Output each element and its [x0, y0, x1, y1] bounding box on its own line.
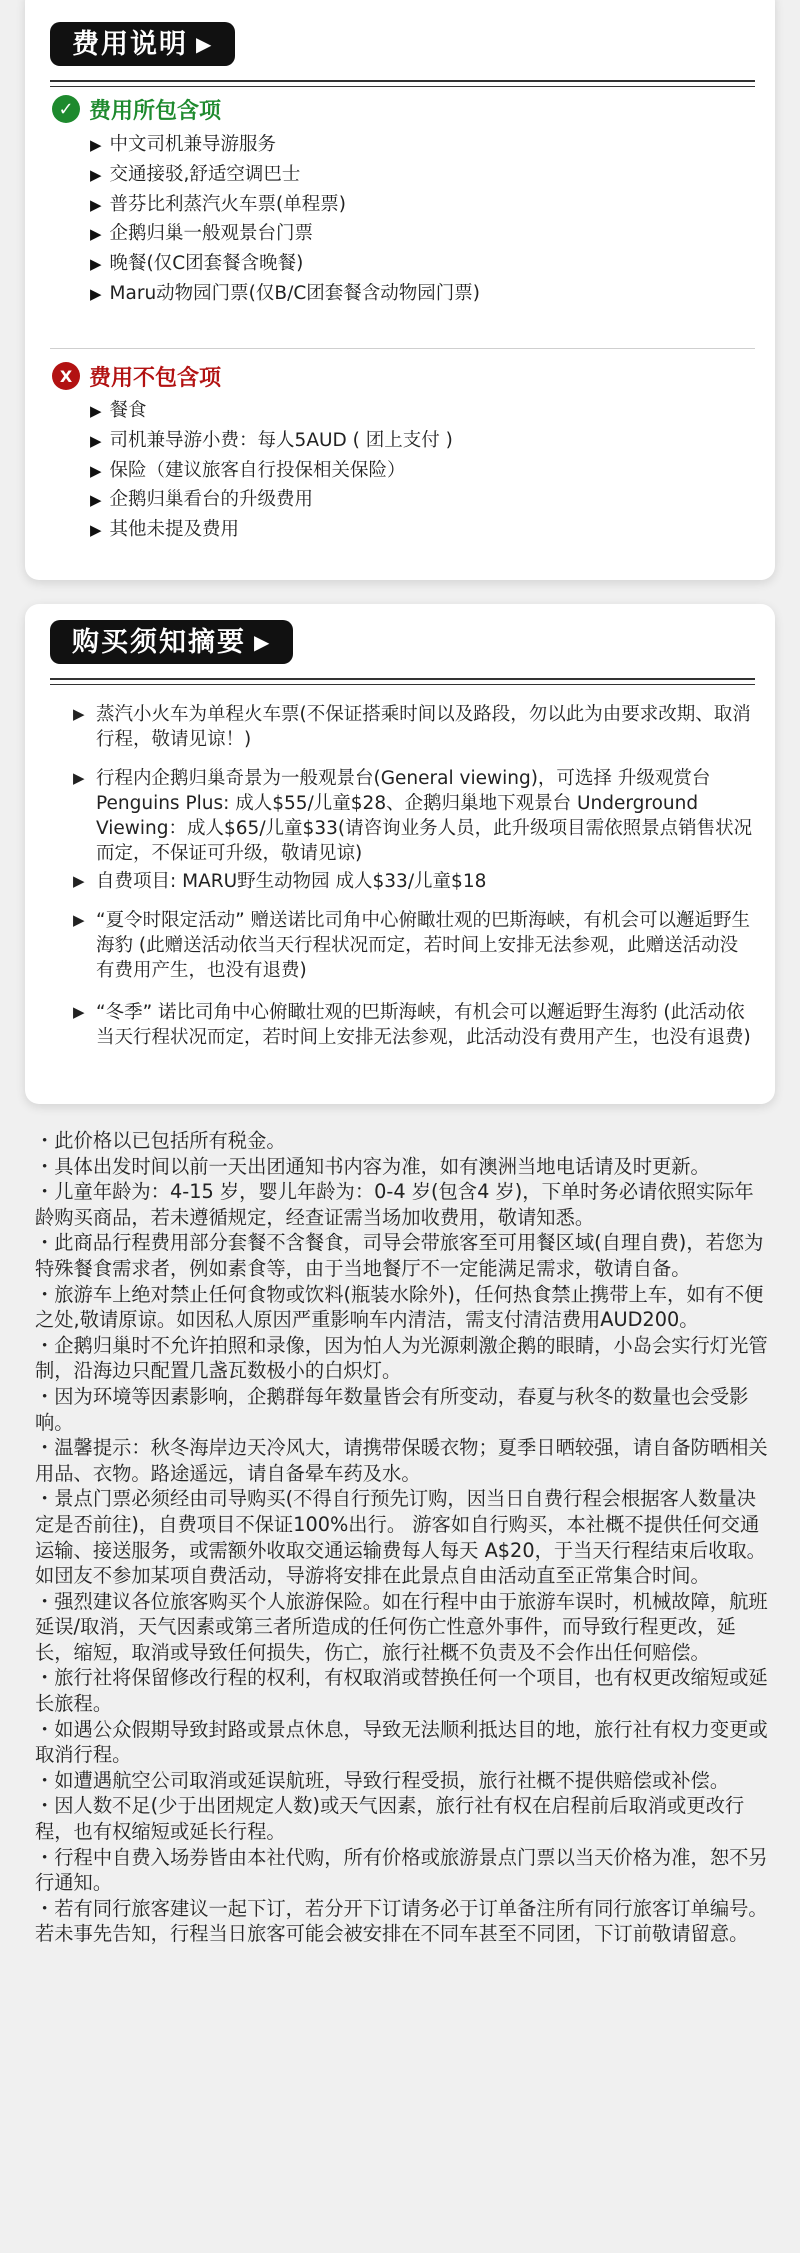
terms-paragraph: ・如遇公众假期导致封路或景点休息，导致无法顺利抵达目的地，旅行社有权力变更或取消行程。 [35, 1717, 768, 1767]
triangle-bullet-icon: ▶ [90, 402, 102, 420]
notice-item: ▶ 蒸汽小火车为单程火车票(不保证搭乘时间以及路段，勿以此为由要求改期、取消行程，敬请见谅！) [73, 704, 751, 750]
fee-section-title [50, 22, 235, 66]
excluded-list [90, 396, 453, 545]
terms-paragraph: ・因为环境等因素影响，企鹅群每年数量皆会有所变动，春夏与秋冬的数量也会受影响。 [35, 1384, 749, 1434]
terms-paragraph: ・温馨提示：秋冬海岸边天冷风大，请携带保暖衣物；夏季日晒较强，请自备防晒相关用品、衣物。路途遥远，请自备晕车药及水。 [35, 1436, 768, 1485]
list-item: ▶ 交通接驳,舒适空调巴士 [90, 163, 301, 185]
check-circle-icon: ✓ [52, 95, 80, 123]
excluded-heading-text: 费用不包含项 [89, 365, 222, 391]
fee-description-card [25, 0, 775, 580]
play-arrow-icon: ▶ [196, 32, 214, 56]
list-item: ▶ 企鹅归巢看台的升级费用 [90, 489, 314, 511]
list-item: ▶ 企鹅归巢一般观景台门票 [90, 223, 314, 245]
excluded-heading [52, 360, 221, 392]
triangle-bullet-icon: ▶ [90, 284, 102, 303]
terms-paragraph: ・景点门票必须经由司导购买(不得自行预先订购，因当日自费行程会根据客人数量决定是否前往)，自费项目不保证100%出行。 游客如自行购买，本社概不提供任何交通运输、接送服务，或需额外收取交通运输费每人每天 A$20，于当天行程结束后收取。如団友不参加某项自费活动，导游将安排在此景点自由活动直至正常集合时间。 [35, 1487, 766, 1588]
included-heading-text: 费用所包含项 [89, 98, 222, 124]
notice-item: ▶ 自费项目: MARU野生动物园 成人$33/儿童$18 [73, 871, 487, 892]
triangle-bullet-icon: ▶ [73, 705, 85, 723]
terms-paragraph: ・因人数不足(少于出团规定人数)或天气因素，旅行社有权在启程前后取消或更改行程，也有权缩短或延长行程。 [35, 1794, 745, 1844]
terms-paragraph: ・强烈建议各位旅客购买个人旅游保险。如在行程中由于旅游车误时，机械故障，航班延误/取消，天气因素或第三者所造成的任何伤亡性意外事件，而导致行程更改，延长，缩短，取消或导致任何损失，伤亡，旅行社概不负责及不会作出任何赔偿。 [35, 1589, 768, 1664]
notice-section-title [50, 620, 293, 664]
triangle-bullet-icon: ▶ [90, 521, 102, 540]
section-divider [50, 678, 755, 685]
list-item: ▶ 中文司机兼导游服务 [90, 134, 277, 155]
triangle-bullet-icon: ▶ [73, 911, 85, 929]
list-item: ▶ 保险（建议旅客自行投保相关保险） [90, 459, 406, 481]
terms-paragraph: ・若有同行旅客建议一起下订，若分开下订请务必于订单备注所有同行旅客订单编号。若未事先告知，行程当日旅客可能会被安排在不同车甚至不同团，下订前敬请留意。 [35, 1896, 768, 1946]
list-item: ▶ 餐食 [90, 400, 147, 421]
terms-paragraph: ・儿童年龄为：4-15 岁，婴儿年龄为：0-4 岁(包含4 岁)，下单时务必请依照实际年龄购买商品，若未遵循规定，经查证需当场加收费用，敬请知悉。 [35, 1180, 754, 1229]
x-circle-icon: X [52, 362, 80, 390]
triangle-bullet-icon: ▶ [90, 136, 102, 154]
triangle-bullet-icon: ▶ [90, 255, 102, 274]
fee-title-text: 费用说明 [72, 29, 188, 60]
triangle-bullet-icon: ▶ [90, 431, 102, 450]
terms-paragraph: ・此商品行程费用部分套餐不含餐食，司导会带旅客至可用餐区域(自理自费)，若您为特殊餐食需求者，例如素食等，由于当地餐厅不一定能满足需求，敬请自备。 [35, 1231, 764, 1280]
thin-divider [50, 348, 755, 349]
included-list [90, 130, 480, 309]
notice-item: ▶ “夏令时限定活动” 赠送诺比司角中心俯瞰壮观的巴斯海峡，有机会可以邂逅野生海豹 (此赠送活动依当天行程状况而定，若时间上安排无法参观，此赠送活动没有费用产生，也没有退费) [73, 910, 751, 981]
terms-paragraph: ・具体出发时间以前一天出团通知书内容为准，如有澳洲当地电话请及时更新。 [35, 1154, 710, 1178]
terms-paragraph: ・企鹅归巢时不允许拍照和录像，因为怕人为光源刺激企鹅的眼睛，小岛会实行灯光管制，沿海边只配置几盏瓦数极小的白炽灯。 [35, 1333, 768, 1383]
notice-item: ▶ 行程内企鹅归巢奇景为一般观景台(General viewing)，可选择 升级观赏台 Penguins Plus: 成人$55/儿童$28、企鹅归巢地下观景台 Underground Viewing：成人$65/儿童$33(请咨询业务人员，此升级项目需依照景点销售状况而定，不保证可升级，敬请见谅) [73, 768, 753, 864]
terms-paragraph: ・行程中自费入场券皆由本社代购，所有价格或旅游景点门票以当天价格为准，恕不另行通知。 [35, 1845, 768, 1895]
terms-paragraph: ・旅游车上绝对禁止任何食物或饮料(瓶装水除外)，任何热食禁止携带上车，如有不便之处,敬请原谅。如因私人原因严重影响车内清洁，需支付清洁费用AUD200。 [35, 1282, 764, 1332]
triangle-bullet-icon: ▶ [90, 195, 102, 214]
notice-item: ▶ “冬季” 诺比司角中心俯瞰壮观的巴斯海峡，有机会可以邂逅野生海豹 (此活动依当天行程状况而定，若时间上安排无法参观，此活动没有费用产生，也没有退费) [73, 1002, 751, 1048]
triangle-bullet-icon: ▶ [73, 769, 85, 787]
notice-title-text: 购买须知摘要 [72, 627, 246, 658]
play-arrow-icon: ▶ [254, 630, 272, 654]
included-heading [52, 93, 221, 125]
list-item: ▶ 司机兼导游小费：每人5AUD ( 团上支付 ) [90, 429, 453, 451]
triangle-bullet-icon: ▶ [90, 225, 102, 244]
triangle-bullet-icon: ▶ [90, 165, 102, 184]
list-item: ▶ 晚餐(仅C团套餐含晚餐) [90, 253, 304, 275]
list-item: ▶ 普芬比利蒸汽火车票(单程票) [90, 193, 346, 215]
triangle-bullet-icon: ▶ [90, 461, 102, 480]
list-item: ▶ 其他未提及费用 [90, 519, 240, 541]
terms-paragraph: ・此价格以已包括所有税金。 [35, 1129, 286, 1152]
triangle-bullet-icon: ▶ [73, 872, 85, 890]
terms-paragraph: ・如遭遇航空公司取消或延误航班，导致行程受损，旅行社概不提供赔偿或补偿。 [35, 1768, 730, 1792]
list-item: ▶ Maru动物园门票(仅B/C团套餐含动物园门票) [90, 282, 480, 304]
section-divider [50, 80, 755, 87]
triangle-bullet-icon: ▶ [90, 491, 102, 510]
purchase-notice-card [25, 604, 775, 1104]
terms-and-conditions [35, 1128, 770, 1947]
triangle-bullet-icon: ▶ [73, 1003, 85, 1021]
terms-paragraph: ・旅行社将保留修改行程的权利，有权取消或替换任何一个项目，也有权更改缩短或延长旅程。 [35, 1666, 768, 1716]
